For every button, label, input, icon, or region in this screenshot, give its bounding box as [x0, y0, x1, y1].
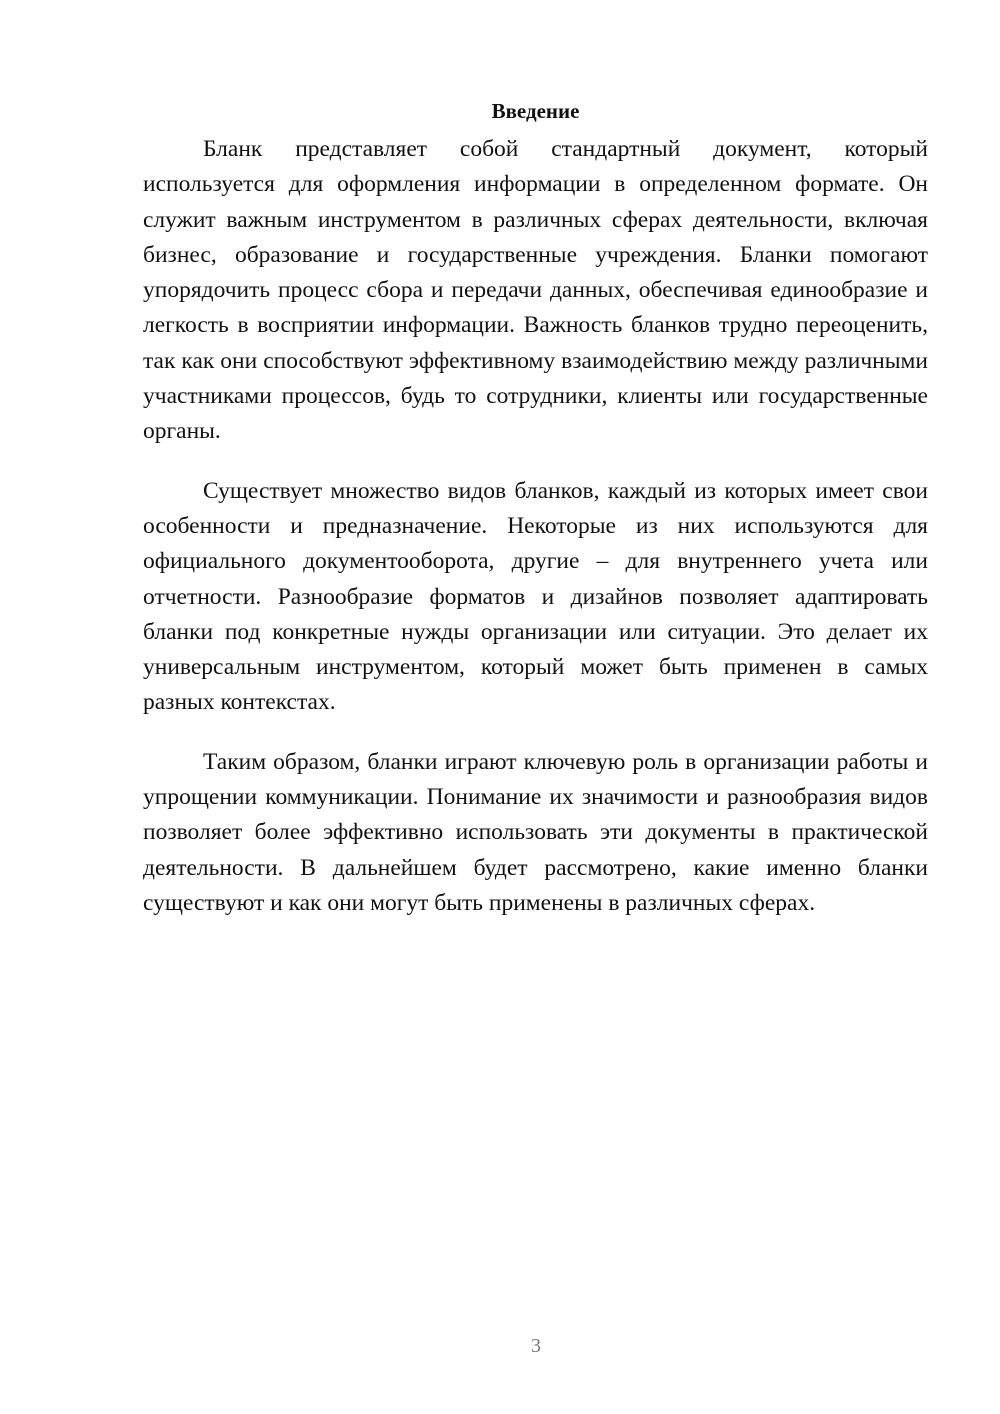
section-heading: Введение	[491, 99, 580, 123]
paragraph-2: Существует множество видов бланков, каждый из которых имеет свои особенности и предназначение. Некоторые из них используются для официального документооборота, другие – для внутреннего учета или отчетности. Разнообразие форматов и дизайнов позволяет адаптировать бланки под конкретные нужды организации или ситуации. Это делает их универсальным инструментом, который может быть применен в самых разных контекстах.	[143, 477, 928, 716]
paragraph-1: Бланк представляет собой стандартный документ, который используется для оформления информации в определенном формате. Он служит важным инструментом в различных сферах деятельности, включая бизнес, образование и государственные учреждения. Бланки помогают упорядочить процесс сбора и передачи данных, обеспечивая единообразие и легкость в восприятии информации. Важность бланков трудно переоценить, так как они способствуют эффективному взаимодействию между различными участниками процессов, будь то сотрудники, клиенты или государственные органы.	[143, 136, 928, 445]
page-content	[143, 96, 928, 945]
page-number: 3	[531, 1335, 541, 1357]
paragraph-3: Таким образом, бланки играют ключевую роль в организации работы и упрощении коммуникации. Понимание их значимости и разнообразия видов позволяет более эффективно использовать эти документы в практической деятельности. В дальнейшем будет рассмотрено, какие именно бланки существуют и как они могут быть применены в различных сферах.	[143, 748, 928, 916]
